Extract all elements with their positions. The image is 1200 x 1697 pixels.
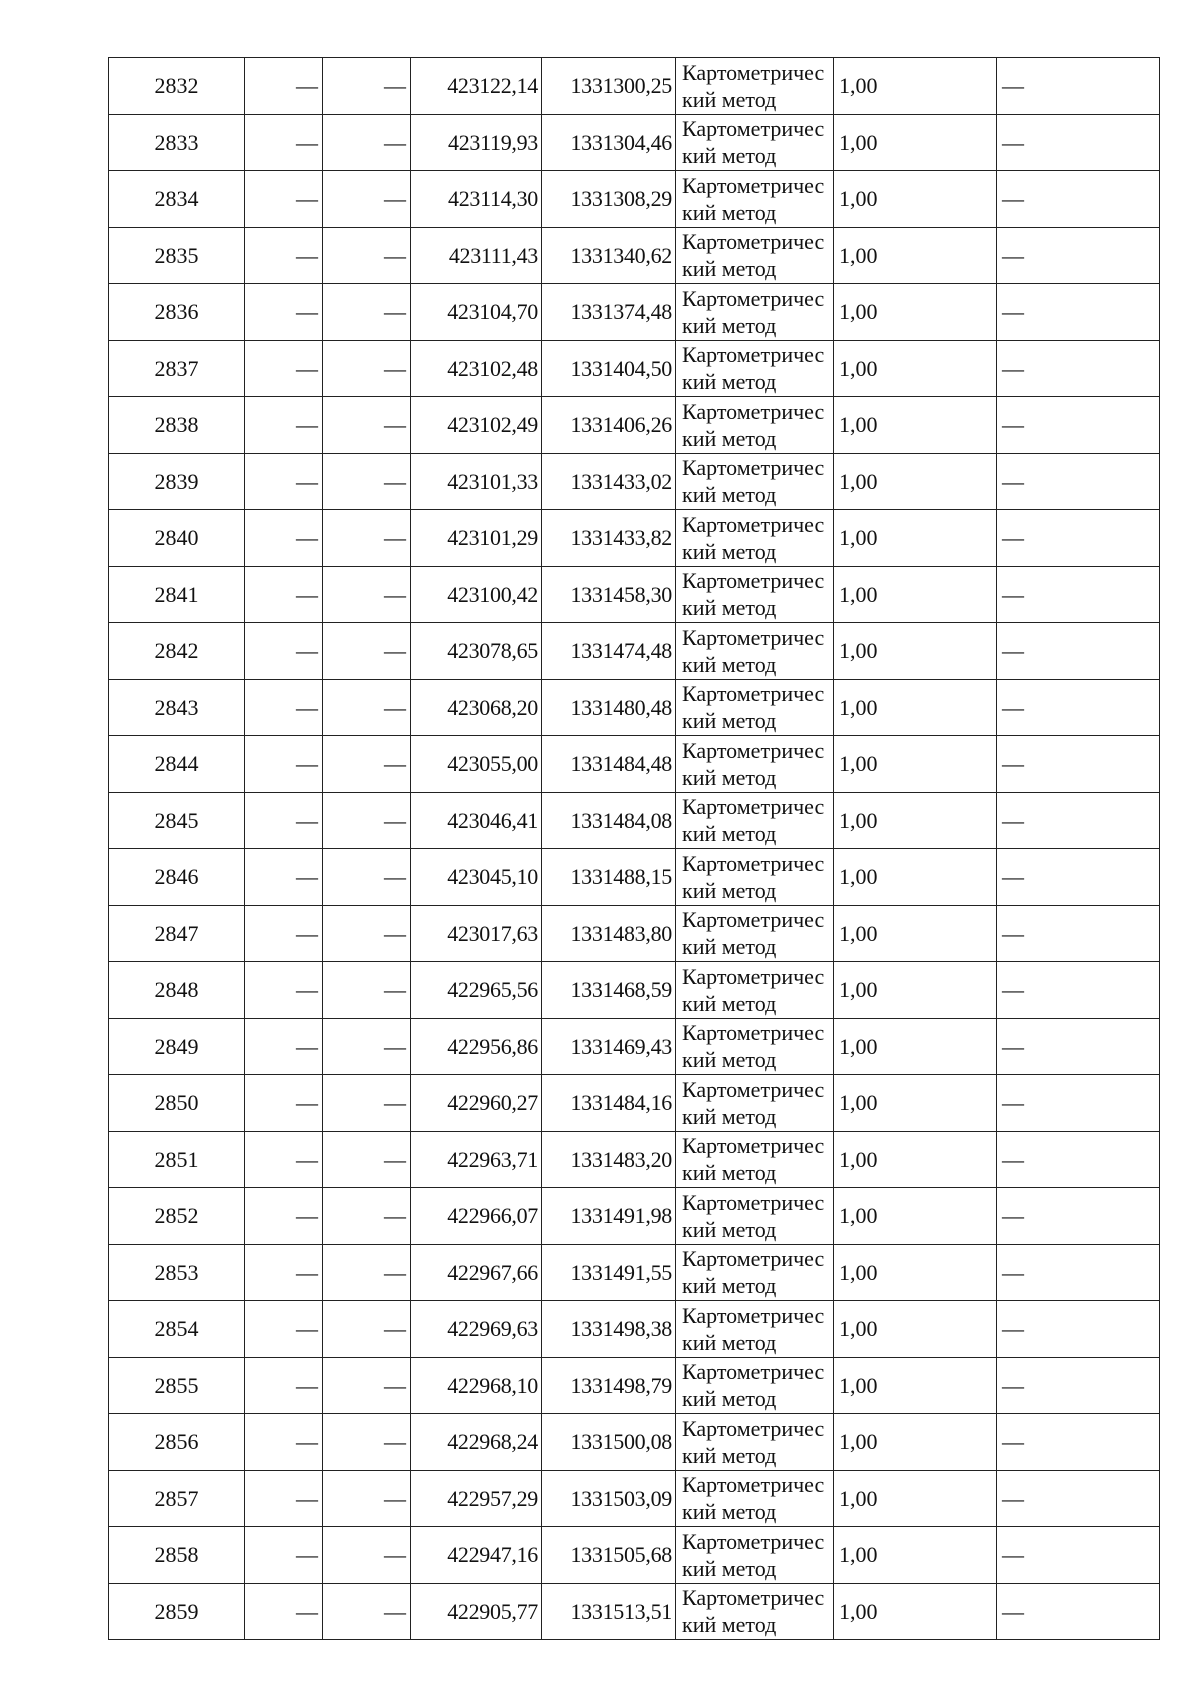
coordinate-y-cell: 1331498,79: [542, 1357, 676, 1414]
method-cell: Картометрический метод: [676, 736, 834, 793]
coordinate-y-cell: 1331468,59: [542, 962, 676, 1019]
dash-cell-a: —: [245, 905, 323, 962]
dash-cell-a: —: [245, 1414, 323, 1471]
point-number-cell: 2850: [109, 1075, 245, 1132]
dash-cell-b: —: [323, 736, 411, 793]
accuracy-cell: 1,00: [834, 1188, 997, 1245]
table-row: [109, 623, 1160, 680]
accuracy-cell: 1,00: [834, 736, 997, 793]
dash-cell-b: —: [323, 679, 411, 736]
dash-cell-a: —: [245, 397, 323, 454]
table-row: [109, 1131, 1160, 1188]
table-row: [109, 510, 1160, 567]
note-cell: —: [997, 1527, 1160, 1584]
dash-cell-a: —: [245, 1301, 323, 1358]
coordinate-y-cell: 1331374,48: [542, 284, 676, 341]
accuracy-cell: 1,00: [834, 171, 997, 228]
accuracy-cell: 1,00: [834, 1470, 997, 1527]
dash-cell-a: —: [245, 1188, 323, 1245]
method-cell: Картометрический метод: [676, 510, 834, 567]
method-cell: Картометрический метод: [676, 1357, 834, 1414]
coordinate-y-cell: 1331433,82: [542, 510, 676, 567]
dash-cell-b: —: [323, 1357, 411, 1414]
dash-cell-b: —: [323, 623, 411, 680]
point-number-cell: 2847: [109, 905, 245, 962]
coordinate-x-cell: 423111,43: [411, 227, 542, 284]
coordinates-table: [108, 57, 1160, 1640]
dash-cell-a: —: [245, 284, 323, 341]
coordinate-x-cell: 423114,30: [411, 171, 542, 228]
coordinate-x-cell: 423122,14: [411, 58, 542, 115]
dash-cell-a: —: [245, 623, 323, 680]
dash-cell-b: —: [323, 453, 411, 510]
note-cell: —: [997, 1301, 1160, 1358]
coordinate-y-cell: 1331484,08: [542, 792, 676, 849]
note-cell: —: [997, 453, 1160, 510]
point-number-cell: 2832: [109, 58, 245, 115]
dash-cell-a: —: [245, 1244, 323, 1301]
coordinate-y-cell: 1331505,68: [542, 1527, 676, 1584]
coordinate-x-cell: 422956,86: [411, 1018, 542, 1075]
dash-cell-b: —: [323, 284, 411, 341]
point-number-cell: 2834: [109, 171, 245, 228]
note-cell: —: [997, 736, 1160, 793]
coordinate-x-cell: 422968,10: [411, 1357, 542, 1414]
coordinate-x-cell: 423017,63: [411, 905, 542, 962]
note-cell: —: [997, 849, 1160, 906]
accuracy-cell: 1,00: [834, 510, 997, 567]
table-row: [109, 1470, 1160, 1527]
table-row: [109, 566, 1160, 623]
coordinate-y-cell: 1331484,16: [542, 1075, 676, 1132]
point-number-cell: 2854: [109, 1301, 245, 1358]
table-row: [109, 849, 1160, 906]
accuracy-cell: 1,00: [834, 1357, 997, 1414]
accuracy-cell: 1,00: [834, 453, 997, 510]
accuracy-cell: 1,00: [834, 1131, 997, 1188]
coordinate-y-cell: 1331300,25: [542, 58, 676, 115]
table-row: [109, 453, 1160, 510]
dash-cell-b: —: [323, 792, 411, 849]
method-cell: Картометрический метод: [676, 1527, 834, 1584]
dash-cell-b: —: [323, 1527, 411, 1584]
accuracy-cell: 1,00: [834, 566, 997, 623]
dash-cell-a: —: [245, 849, 323, 906]
table-row: [109, 1244, 1160, 1301]
coordinate-y-cell: 1331483,20: [542, 1131, 676, 1188]
dash-cell-b: —: [323, 1414, 411, 1471]
method-cell: Картометрический метод: [676, 1301, 834, 1358]
dash-cell-a: —: [245, 171, 323, 228]
coordinate-x-cell: 423104,70: [411, 284, 542, 341]
table-body: [109, 58, 1160, 1640]
point-number-cell: 2840: [109, 510, 245, 567]
coordinate-y-cell: 1331433,02: [542, 453, 676, 510]
dash-cell-a: —: [245, 1527, 323, 1584]
coordinate-y-cell: 1331308,29: [542, 171, 676, 228]
point-number-cell: 2833: [109, 114, 245, 171]
accuracy-cell: 1,00: [834, 58, 997, 115]
method-cell: Картометрический метод: [676, 1414, 834, 1471]
accuracy-cell: 1,00: [834, 227, 997, 284]
dash-cell-a: —: [245, 566, 323, 623]
method-cell: Картометрический метод: [676, 1244, 834, 1301]
accuracy-cell: 1,00: [834, 284, 997, 341]
method-cell: Картометрический метод: [676, 397, 834, 454]
table-row: [109, 1018, 1160, 1075]
dash-cell-b: —: [323, 566, 411, 623]
table-row: [109, 227, 1160, 284]
note-cell: —: [997, 792, 1160, 849]
coordinate-x-cell: 423102,48: [411, 340, 542, 397]
note-cell: —: [997, 397, 1160, 454]
point-number-cell: 2844: [109, 736, 245, 793]
table-row: [109, 171, 1160, 228]
dash-cell-b: —: [323, 1188, 411, 1245]
dash-cell-b: —: [323, 1301, 411, 1358]
table-row: [109, 1583, 1160, 1640]
accuracy-cell: 1,00: [834, 1583, 997, 1640]
note-cell: —: [997, 1018, 1160, 1075]
dash-cell-b: —: [323, 340, 411, 397]
method-cell: Картометрический метод: [676, 227, 834, 284]
table-row: [109, 736, 1160, 793]
point-number-cell: 2837: [109, 340, 245, 397]
note-cell: —: [997, 1244, 1160, 1301]
coordinate-y-cell: 1331488,15: [542, 849, 676, 906]
note-cell: —: [997, 114, 1160, 171]
accuracy-cell: 1,00: [834, 1244, 997, 1301]
coordinate-y-cell: 1331498,38: [542, 1301, 676, 1358]
point-number-cell: 2838: [109, 397, 245, 454]
note-cell: —: [997, 1188, 1160, 1245]
dash-cell-a: —: [245, 1357, 323, 1414]
table-row: [109, 1527, 1160, 1584]
table-row: [109, 1357, 1160, 1414]
table-row: [109, 962, 1160, 1019]
dash-cell-b: —: [323, 58, 411, 115]
note-cell: —: [997, 566, 1160, 623]
point-number-cell: 2835: [109, 227, 245, 284]
table-row: [109, 1075, 1160, 1132]
point-number-cell: 2846: [109, 849, 245, 906]
point-number-cell: 2841: [109, 566, 245, 623]
dash-cell-a: —: [245, 114, 323, 171]
coordinate-y-cell: 1331513,51: [542, 1583, 676, 1640]
coordinate-x-cell: 423101,33: [411, 453, 542, 510]
point-number-cell: 2848: [109, 962, 245, 1019]
coordinate-y-cell: 1331458,30: [542, 566, 676, 623]
coordinate-x-cell: 422905,77: [411, 1583, 542, 1640]
method-cell: Картометрический метод: [676, 1470, 834, 1527]
accuracy-cell: 1,00: [834, 1414, 997, 1471]
coordinate-y-cell: 1331406,26: [542, 397, 676, 454]
dash-cell-a: —: [245, 227, 323, 284]
dash-cell-a: —: [245, 1583, 323, 1640]
dash-cell-a: —: [245, 1018, 323, 1075]
accuracy-cell: 1,00: [834, 1301, 997, 1358]
dash-cell-b: —: [323, 905, 411, 962]
coordinate-x-cell: 422967,66: [411, 1244, 542, 1301]
accuracy-cell: 1,00: [834, 679, 997, 736]
note-cell: —: [997, 1470, 1160, 1527]
dash-cell-a: —: [245, 1131, 323, 1188]
accuracy-cell: 1,00: [834, 792, 997, 849]
method-cell: Картометрический метод: [676, 453, 834, 510]
point-number-cell: 2853: [109, 1244, 245, 1301]
table-row: [109, 284, 1160, 341]
dash-cell-a: —: [245, 1470, 323, 1527]
point-number-cell: 2845: [109, 792, 245, 849]
dash-cell-b: —: [323, 397, 411, 454]
point-number-cell: 2852: [109, 1188, 245, 1245]
coordinate-y-cell: 1331474,48: [542, 623, 676, 680]
note-cell: —: [997, 340, 1160, 397]
accuracy-cell: 1,00: [834, 397, 997, 454]
accuracy-cell: 1,00: [834, 849, 997, 906]
note-cell: —: [997, 623, 1160, 680]
method-cell: Картометрический метод: [676, 849, 834, 906]
dash-cell-a: —: [245, 962, 323, 1019]
table-row: [109, 905, 1160, 962]
coordinate-x-cell: 422969,63: [411, 1301, 542, 1358]
note-cell: —: [997, 1583, 1160, 1640]
table-row: [109, 1301, 1160, 1358]
point-number-cell: 2859: [109, 1583, 245, 1640]
table-row: [109, 792, 1160, 849]
dash-cell-b: —: [323, 849, 411, 906]
accuracy-cell: 1,00: [834, 1018, 997, 1075]
method-cell: Картометрический метод: [676, 679, 834, 736]
method-cell: Картометрический метод: [676, 1075, 834, 1132]
coordinate-y-cell: 1331503,09: [542, 1470, 676, 1527]
dash-cell-b: —: [323, 1018, 411, 1075]
coordinate-x-cell: 423045,10: [411, 849, 542, 906]
coordinate-y-cell: 1331340,62: [542, 227, 676, 284]
accuracy-cell: 1,00: [834, 962, 997, 1019]
method-cell: Картометрический метод: [676, 284, 834, 341]
coordinate-x-cell: 423100,42: [411, 566, 542, 623]
coordinate-x-cell: 423078,65: [411, 623, 542, 680]
method-cell: Картометрический метод: [676, 114, 834, 171]
method-cell: Картометрический метод: [676, 1018, 834, 1075]
coordinate-x-cell: 423046,41: [411, 792, 542, 849]
dash-cell-b: —: [323, 1583, 411, 1640]
dash-cell-b: —: [323, 1470, 411, 1527]
accuracy-cell: 1,00: [834, 623, 997, 680]
coordinate-x-cell: 422963,71: [411, 1131, 542, 1188]
point-number-cell: 2856: [109, 1414, 245, 1471]
coordinate-x-cell: 422968,24: [411, 1414, 542, 1471]
point-number-cell: 2855: [109, 1357, 245, 1414]
method-cell: Картометрический метод: [676, 623, 834, 680]
table-row: [109, 58, 1160, 115]
dash-cell-a: —: [245, 453, 323, 510]
dash-cell-b: —: [323, 1244, 411, 1301]
dash-cell-b: —: [323, 227, 411, 284]
coordinate-x-cell: 423055,00: [411, 736, 542, 793]
coordinate-x-cell: 422960,27: [411, 1075, 542, 1132]
note-cell: —: [997, 171, 1160, 228]
dash-cell-a: —: [245, 1075, 323, 1132]
coordinate-x-cell: 422957,29: [411, 1470, 542, 1527]
coordinate-y-cell: 1331484,48: [542, 736, 676, 793]
point-number-cell: 2858: [109, 1527, 245, 1584]
dash-cell-a: —: [245, 58, 323, 115]
note-cell: —: [997, 227, 1160, 284]
method-cell: Картометрический метод: [676, 962, 834, 1019]
coordinate-y-cell: 1331483,80: [542, 905, 676, 962]
method-cell: Картометрический метод: [676, 171, 834, 228]
dash-cell-a: —: [245, 679, 323, 736]
method-cell: Картометрический метод: [676, 905, 834, 962]
dash-cell-b: —: [323, 1075, 411, 1132]
accuracy-cell: 1,00: [834, 1527, 997, 1584]
table-row: [109, 114, 1160, 171]
dash-cell-b: —: [323, 171, 411, 228]
point-number-cell: 2836: [109, 284, 245, 341]
coordinate-x-cell: 422966,07: [411, 1188, 542, 1245]
note-cell: —: [997, 905, 1160, 962]
coordinate-x-cell: 422965,56: [411, 962, 542, 1019]
coordinate-y-cell: 1331469,43: [542, 1018, 676, 1075]
note-cell: —: [997, 58, 1160, 115]
note-cell: —: [997, 1357, 1160, 1414]
point-number-cell: 2839: [109, 453, 245, 510]
method-cell: Картометрический метод: [676, 340, 834, 397]
method-cell: Картометрический метод: [676, 1583, 834, 1640]
table-row: [109, 1188, 1160, 1245]
coordinate-y-cell: 1331491,55: [542, 1244, 676, 1301]
dash-cell-b: —: [323, 114, 411, 171]
coordinate-y-cell: 1331304,46: [542, 114, 676, 171]
dash-cell-b: —: [323, 510, 411, 567]
table-row: [109, 679, 1160, 736]
note-cell: —: [997, 1131, 1160, 1188]
point-number-cell: 2842: [109, 623, 245, 680]
coordinate-y-cell: 1331500,08: [542, 1414, 676, 1471]
point-number-cell: 2851: [109, 1131, 245, 1188]
note-cell: —: [997, 679, 1160, 736]
table-row: [109, 1414, 1160, 1471]
accuracy-cell: 1,00: [834, 340, 997, 397]
coordinate-y-cell: 1331480,48: [542, 679, 676, 736]
coordinate-x-cell: 423068,20: [411, 679, 542, 736]
coordinate-y-cell: 1331404,50: [542, 340, 676, 397]
coordinate-x-cell: 423119,93: [411, 114, 542, 171]
dash-cell-b: —: [323, 1131, 411, 1188]
point-number-cell: 2849: [109, 1018, 245, 1075]
coordinate-x-cell: 423102,49: [411, 397, 542, 454]
accuracy-cell: 1,00: [834, 1075, 997, 1132]
point-number-cell: 2857: [109, 1470, 245, 1527]
coordinate-x-cell: 422947,16: [411, 1527, 542, 1584]
method-cell: Картометрический метод: [676, 1131, 834, 1188]
dash-cell-a: —: [245, 736, 323, 793]
note-cell: —: [997, 510, 1160, 567]
note-cell: —: [997, 284, 1160, 341]
note-cell: —: [997, 1414, 1160, 1471]
accuracy-cell: 1,00: [834, 114, 997, 171]
coordinate-y-cell: 1331491,98: [542, 1188, 676, 1245]
accuracy-cell: 1,00: [834, 905, 997, 962]
note-cell: —: [997, 1075, 1160, 1132]
method-cell: Картометрический метод: [676, 566, 834, 623]
note-cell: —: [997, 962, 1160, 1019]
dash-cell-a: —: [245, 792, 323, 849]
table-row: [109, 340, 1160, 397]
dash-cell-b: —: [323, 962, 411, 1019]
method-cell: Картометрический метод: [676, 792, 834, 849]
point-number-cell: 2843: [109, 679, 245, 736]
table-row: [109, 397, 1160, 454]
dash-cell-a: —: [245, 510, 323, 567]
coordinate-x-cell: 423101,29: [411, 510, 542, 567]
method-cell: Картометрический метод: [676, 1188, 834, 1245]
dash-cell-a: —: [245, 340, 323, 397]
method-cell: Картометрический метод: [676, 58, 834, 115]
